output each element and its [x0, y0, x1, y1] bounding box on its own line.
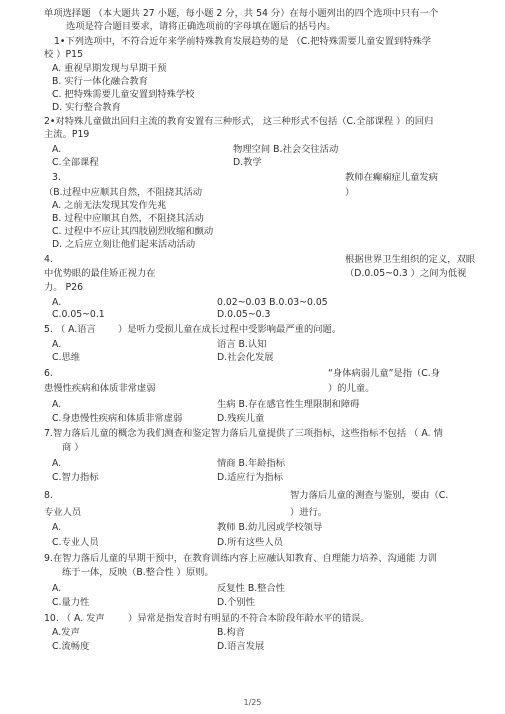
text-line: C.专业人员: [52, 537, 99, 548]
text-line: ）的儿童。: [328, 383, 375, 394]
text-line: 单项选择题 （本大题共 27 小题，每小题 2 分，共 54 分）在每小题列出的四个选项中只有一个: [44, 8, 439, 19]
text-line: 情商 B.年龄指标: [217, 458, 286, 469]
text-line: 5. （ A.语言: [44, 324, 96, 335]
text-line: A.发声: [52, 627, 80, 638]
text-line: C. 把特殊需要儿童安置到特殊学校: [52, 89, 195, 100]
text-line: ）进行。: [290, 507, 328, 518]
text-line: 商 ）: [62, 442, 84, 453]
text-line: 选项是符合题目要求，请将正确选项前的字母填在题后的括号内。: [66, 21, 336, 32]
text-line: A. 之前无法发现其发作先兆: [52, 200, 167, 211]
text-line: D. 实行整合教育: [52, 102, 121, 113]
text-line: D.教学: [233, 157, 262, 168]
text-line: 教师在癫痫症儿童发病: [345, 172, 438, 183]
text-line: 校 ）P15: [44, 49, 83, 60]
text-line: C.智力指标: [52, 472, 99, 483]
text-line: B. 实行一体化融合教育: [52, 76, 148, 87]
text-line: C.0.05~0.1: [52, 309, 105, 320]
text-line: C.身患慢性疾病和体质非常虚弱: [52, 413, 183, 424]
text-line: 生病 B.存在感官性生理限制和障碍: [217, 399, 360, 410]
text-line: 8.: [44, 490, 53, 501]
page-number: 1/25: [243, 698, 262, 707]
text-line: D.个别性: [217, 597, 256, 608]
text-line: 主流。P19: [44, 129, 90, 140]
text-line: D. 之后应立刻让他们起来活动活动: [52, 239, 196, 250]
text-line: C. 过程中不应让其四肢剧烈收缩和颤动: [52, 226, 214, 237]
text-line: A.: [52, 144, 62, 155]
text-line: 力。 P26: [44, 282, 83, 293]
text-line: 根据世界卫生组织的定义，双眼: [345, 254, 476, 265]
text-line: 专业人员: [44, 507, 82, 518]
text-line: 0.02~0.03 B.0.03~0.05: [217, 297, 328, 308]
text-line: B.构音: [217, 627, 245, 638]
text-line: D.社会化发展: [217, 352, 274, 363]
text-line: C.全部课程: [52, 157, 99, 168]
text-line: 9.在智力落后儿童的早期干预中，在教育训练内容上应融认知教育、自理能力培养、沟通能 力训: [44, 553, 437, 564]
text-line: A.: [52, 399, 62, 410]
text-line: （D.0.05~0.3 ）之间为低视: [345, 268, 467, 279]
text-line: 中优势眼的最佳矫正视力在: [44, 268, 156, 279]
text-line: 智力落后儿童的测查与鉴别，要由（C.: [290, 490, 449, 501]
text-line: C.量力性: [52, 597, 90, 608]
text-line: 6.: [44, 368, 53, 379]
text-line: 语言 B.认知: [217, 339, 267, 350]
text-line: 4.: [44, 254, 53, 265]
text-line: （B.过程中应顺其自然，不阻挠其活动: [44, 187, 203, 198]
text-line: D.适应行为指标: [217, 472, 283, 483]
text-line: A.: [52, 583, 62, 594]
text-line: A.: [52, 522, 62, 533]
text-line: D.语言发展: [217, 641, 265, 652]
text-line: 患慢性疾病和体质非常虚弱: [44, 383, 156, 394]
text-line: D.0.05~0.3: [217, 309, 271, 320]
text-line: A.: [52, 297, 62, 308]
text-line: 2•对特殊儿童做出回归主流的教育安置有三种形式， 这三种形式不包括（C.全部课程 ）的回归: [44, 116, 434, 127]
text-line: D.所有这些人员: [217, 537, 283, 548]
text-line: ）异常是指发音时有明显的不符合本阶段年龄水平的错误。: [128, 613, 370, 624]
text-line: 1•下列选项中，不符合近年来学前特殊教育发展趋势的是 （C.把特殊需要儿童安置到特殊学: [54, 36, 432, 47]
text-line: B. 过程中应顺其自然，不阻挠其活动: [52, 213, 204, 224]
text-line: 反复性 B.整合性: [217, 583, 286, 594]
text-line: 7.智力落后儿童的概念为我们测查和鉴定智力落后儿童提供了三项指标，这些指标不包括 （ A. 情: [44, 428, 443, 439]
text-line: 物理空间 B.社会交往活动: [233, 144, 339, 155]
text-line: ）是听力受损儿童在成长过程中受影响最严重的问题。: [118, 324, 342, 335]
text-line: A.: [52, 339, 62, 350]
text-line: C.思维: [52, 352, 81, 363]
text-line: A. 重视早期发现与早期干预: [52, 63, 167, 74]
text-line: 3.: [52, 172, 61, 183]
text-line: A.: [52, 458, 62, 469]
text-line: 教师 B.幼儿园或学校领导: [217, 522, 323, 533]
text-line: “身体病弱儿童”是指（C.身: [328, 368, 441, 379]
text-line: C.流畅度: [52, 641, 90, 652]
text-line: 练于一体，反映（B.整合性 ）原则。: [62, 567, 214, 578]
text-line: D.残疾儿童: [217, 413, 265, 424]
text-line: ）: [345, 187, 355, 198]
text-line: 10. （ A. 发声: [44, 613, 105, 624]
